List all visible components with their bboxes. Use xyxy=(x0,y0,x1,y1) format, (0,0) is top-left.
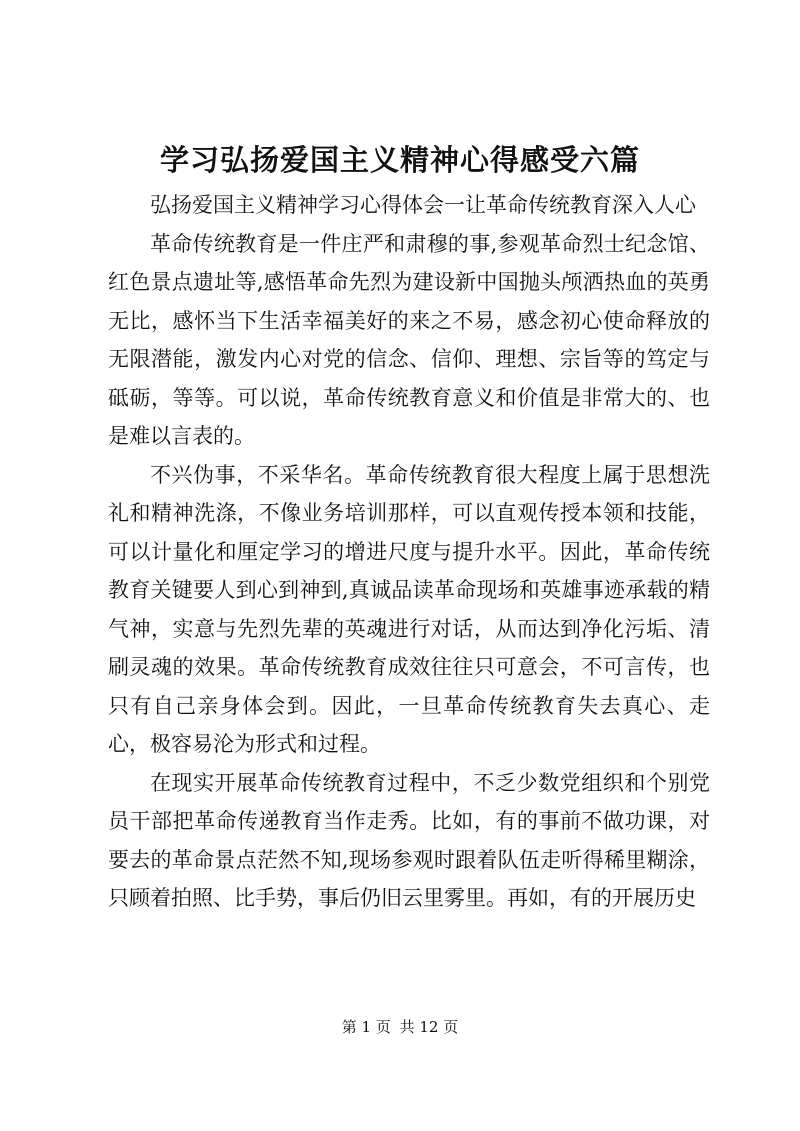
paragraph: 不兴伪事，不采华名。革命传统教育很大程度上属于思想洗礼和精神洗涤，不像业务培训那样，可以直观传授本领和技能，可以计量化和厘定学习的增进尺度与提升水平。因此，革命传统教育关键要人到心到神到,真诚品读革命现场和英雄事迹承载的精气神，实意与先烈先辈的英魂进行对话，从而达到净化污垢、清刷灵魂的效果。革命传统教育成效往往只可意会，不可言传，也只有自己亲身体会到。因此，一旦革命传统教育失去真心、走心，极容易沦为形式和过程。 xyxy=(108,462,710,756)
page-total: 共 12 页 xyxy=(399,1018,459,1036)
paragraph: 在现实开展革命传统教育过程中，不乏少数党组织和个别党员干部把革命传递教育当作走秀。比如，有的事前不做功课，对要去的革命景点茫然不知,现场参观时跟着队伍走听得稀里糊涂，只顾着拍照、比手势，事后仍旧云里雾里。再如，有的开展历史 xyxy=(108,770,710,910)
paragraph: 革命传统教育是一件庄严和肃穆的事,参观革命烈士纪念馆、红色景点遗址等,感悟革命先烈为建设新中国抛头颅洒热血的英勇无比，感怀当下生活幸福美好的来之不易，感念初心使命释放的无限潜能，激发内心对党的信念、信仰、理想、宗旨等的笃定与砥砺，等等。可以说，革命传统教育意义和价值是非常大的、也是难以言表的。 xyxy=(108,231,710,448)
document-body xyxy=(108,186,710,918)
page-number: 第 1 页 xyxy=(341,1018,391,1036)
document-title: 学习弘扬爱国主义精神心得感受六篇 xyxy=(159,143,640,177)
page-footer xyxy=(0,1017,800,1037)
paragraph-subtitle: 弘扬爱国主义精神学习心得体会一让革命传统教育深入人心 xyxy=(150,193,696,217)
